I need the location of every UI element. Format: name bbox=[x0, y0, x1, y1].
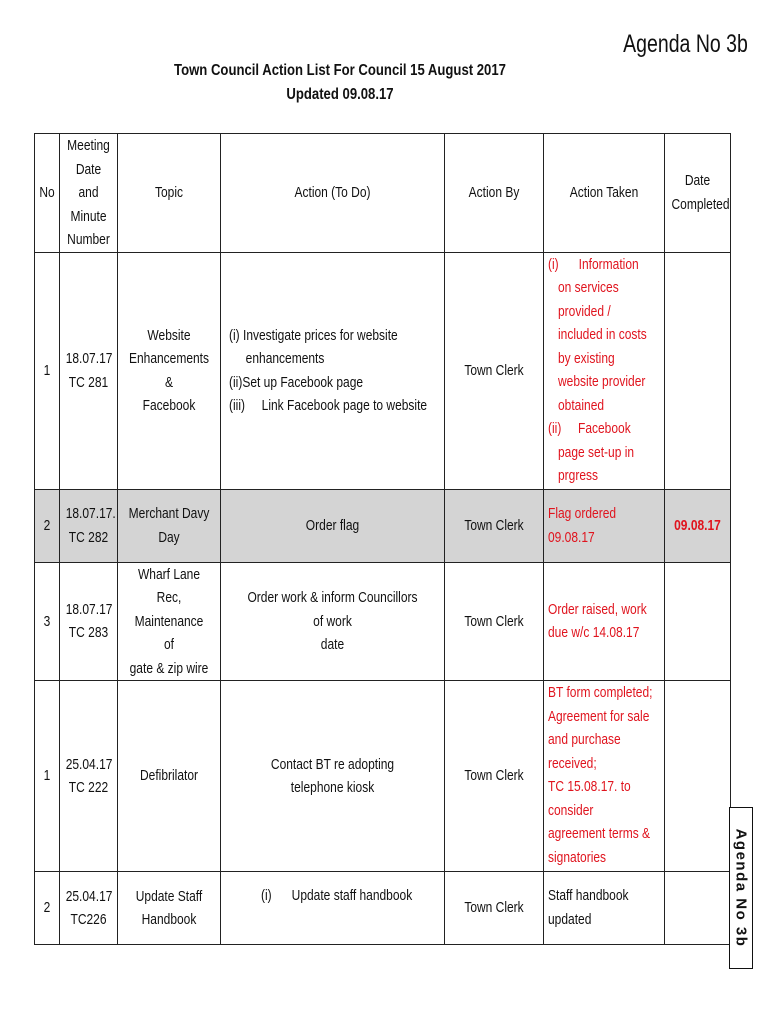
row-action-by: Town Clerk bbox=[445, 562, 544, 681]
row-no: 1 bbox=[35, 681, 60, 872]
row-action-by: Town Clerk bbox=[445, 489, 544, 562]
row-date-completed bbox=[665, 562, 731, 681]
row-action-by: Town Clerk bbox=[445, 681, 544, 872]
row-meeting: 25.04.17 TC 222 bbox=[60, 681, 118, 872]
row-no: 2 bbox=[35, 489, 60, 562]
row-action-taken: (i) Information on services provided / included in costs by existing website provider obtained (ii) Facebook page set-up in prgress bbox=[544, 252, 665, 489]
row-topic: Update Staff Handbook bbox=[118, 872, 221, 945]
row-date-completed bbox=[665, 681, 731, 872]
row-topic: Wharf Lane Rec, Maintenance of gate & zip wire bbox=[118, 562, 221, 681]
row-no: 1 bbox=[35, 252, 60, 489]
row-action-by: Town Clerk bbox=[445, 872, 544, 945]
action-list-table bbox=[34, 133, 731, 945]
table-row bbox=[35, 252, 731, 489]
row-date-completed: 09.08.17 bbox=[665, 489, 731, 562]
row-no: 2 bbox=[35, 872, 60, 945]
row-meeting: 18.07.17 TC 283 bbox=[60, 562, 118, 681]
agenda-number-label: Agenda No 3b bbox=[623, 30, 748, 58]
header-date-completed: Date Completed bbox=[665, 134, 731, 253]
row-date-completed bbox=[665, 872, 731, 945]
table-row bbox=[35, 681, 731, 872]
row-action-taken: Staff handbook updated bbox=[544, 872, 665, 945]
document-title: Town Council Action List For Council 15 August 2017 bbox=[174, 62, 506, 79]
row-meeting: 18.07.17 TC 281 bbox=[60, 252, 118, 489]
row-no: 3 bbox=[35, 562, 60, 681]
row-meeting: 18.07.17. TC 282 bbox=[60, 489, 118, 562]
row-topic: Merchant Davy Day bbox=[118, 489, 221, 562]
row-action-taken: BT form completed; Agreement for sale and purchase received; TC 15.08.17. to consider agreement terms & signatories bbox=[544, 681, 665, 872]
header-no: No bbox=[35, 134, 60, 253]
table-row bbox=[35, 562, 731, 681]
table-row bbox=[35, 489, 731, 562]
header-topic: Topic bbox=[118, 134, 221, 253]
table-row bbox=[35, 872, 731, 945]
row-action-by: Town Clerk bbox=[445, 252, 544, 489]
row-meeting: 25.04.17 TC226 bbox=[60, 872, 118, 945]
row-action: Contact BT re adopting telephone kiosk bbox=[221, 681, 445, 872]
header-action: Action (To Do) bbox=[221, 134, 445, 253]
header-action-by: Action By bbox=[445, 134, 544, 253]
row-date-completed bbox=[665, 252, 731, 489]
row-action: (i) Investigate prices for website enhancements (ii)Set up Facebook page (iii) Link Facebook page to website bbox=[221, 252, 445, 489]
table-header-row bbox=[35, 134, 731, 253]
header-meeting: Meeting Date and Minute Number bbox=[60, 134, 118, 253]
row-action: Order flag bbox=[221, 489, 445, 562]
document-subtitle: Updated 09.08.17 bbox=[286, 86, 394, 103]
row-topic: Defibrilator bbox=[118, 681, 221, 872]
header-action-taken: Action Taken bbox=[544, 134, 665, 253]
row-action-taken: Order raised, work due w/c 14.08.17 bbox=[544, 562, 665, 681]
row-action: Order work & inform Councillors of work date bbox=[221, 562, 445, 681]
row-action: (i) Update staff handbook bbox=[221, 872, 445, 945]
agenda-side-stamp: Agenda No 3b bbox=[729, 807, 753, 969]
row-action-taken: Flag ordered 09.08.17 bbox=[544, 489, 665, 562]
row-topic: Website Enhancements & Facebook bbox=[118, 252, 221, 489]
